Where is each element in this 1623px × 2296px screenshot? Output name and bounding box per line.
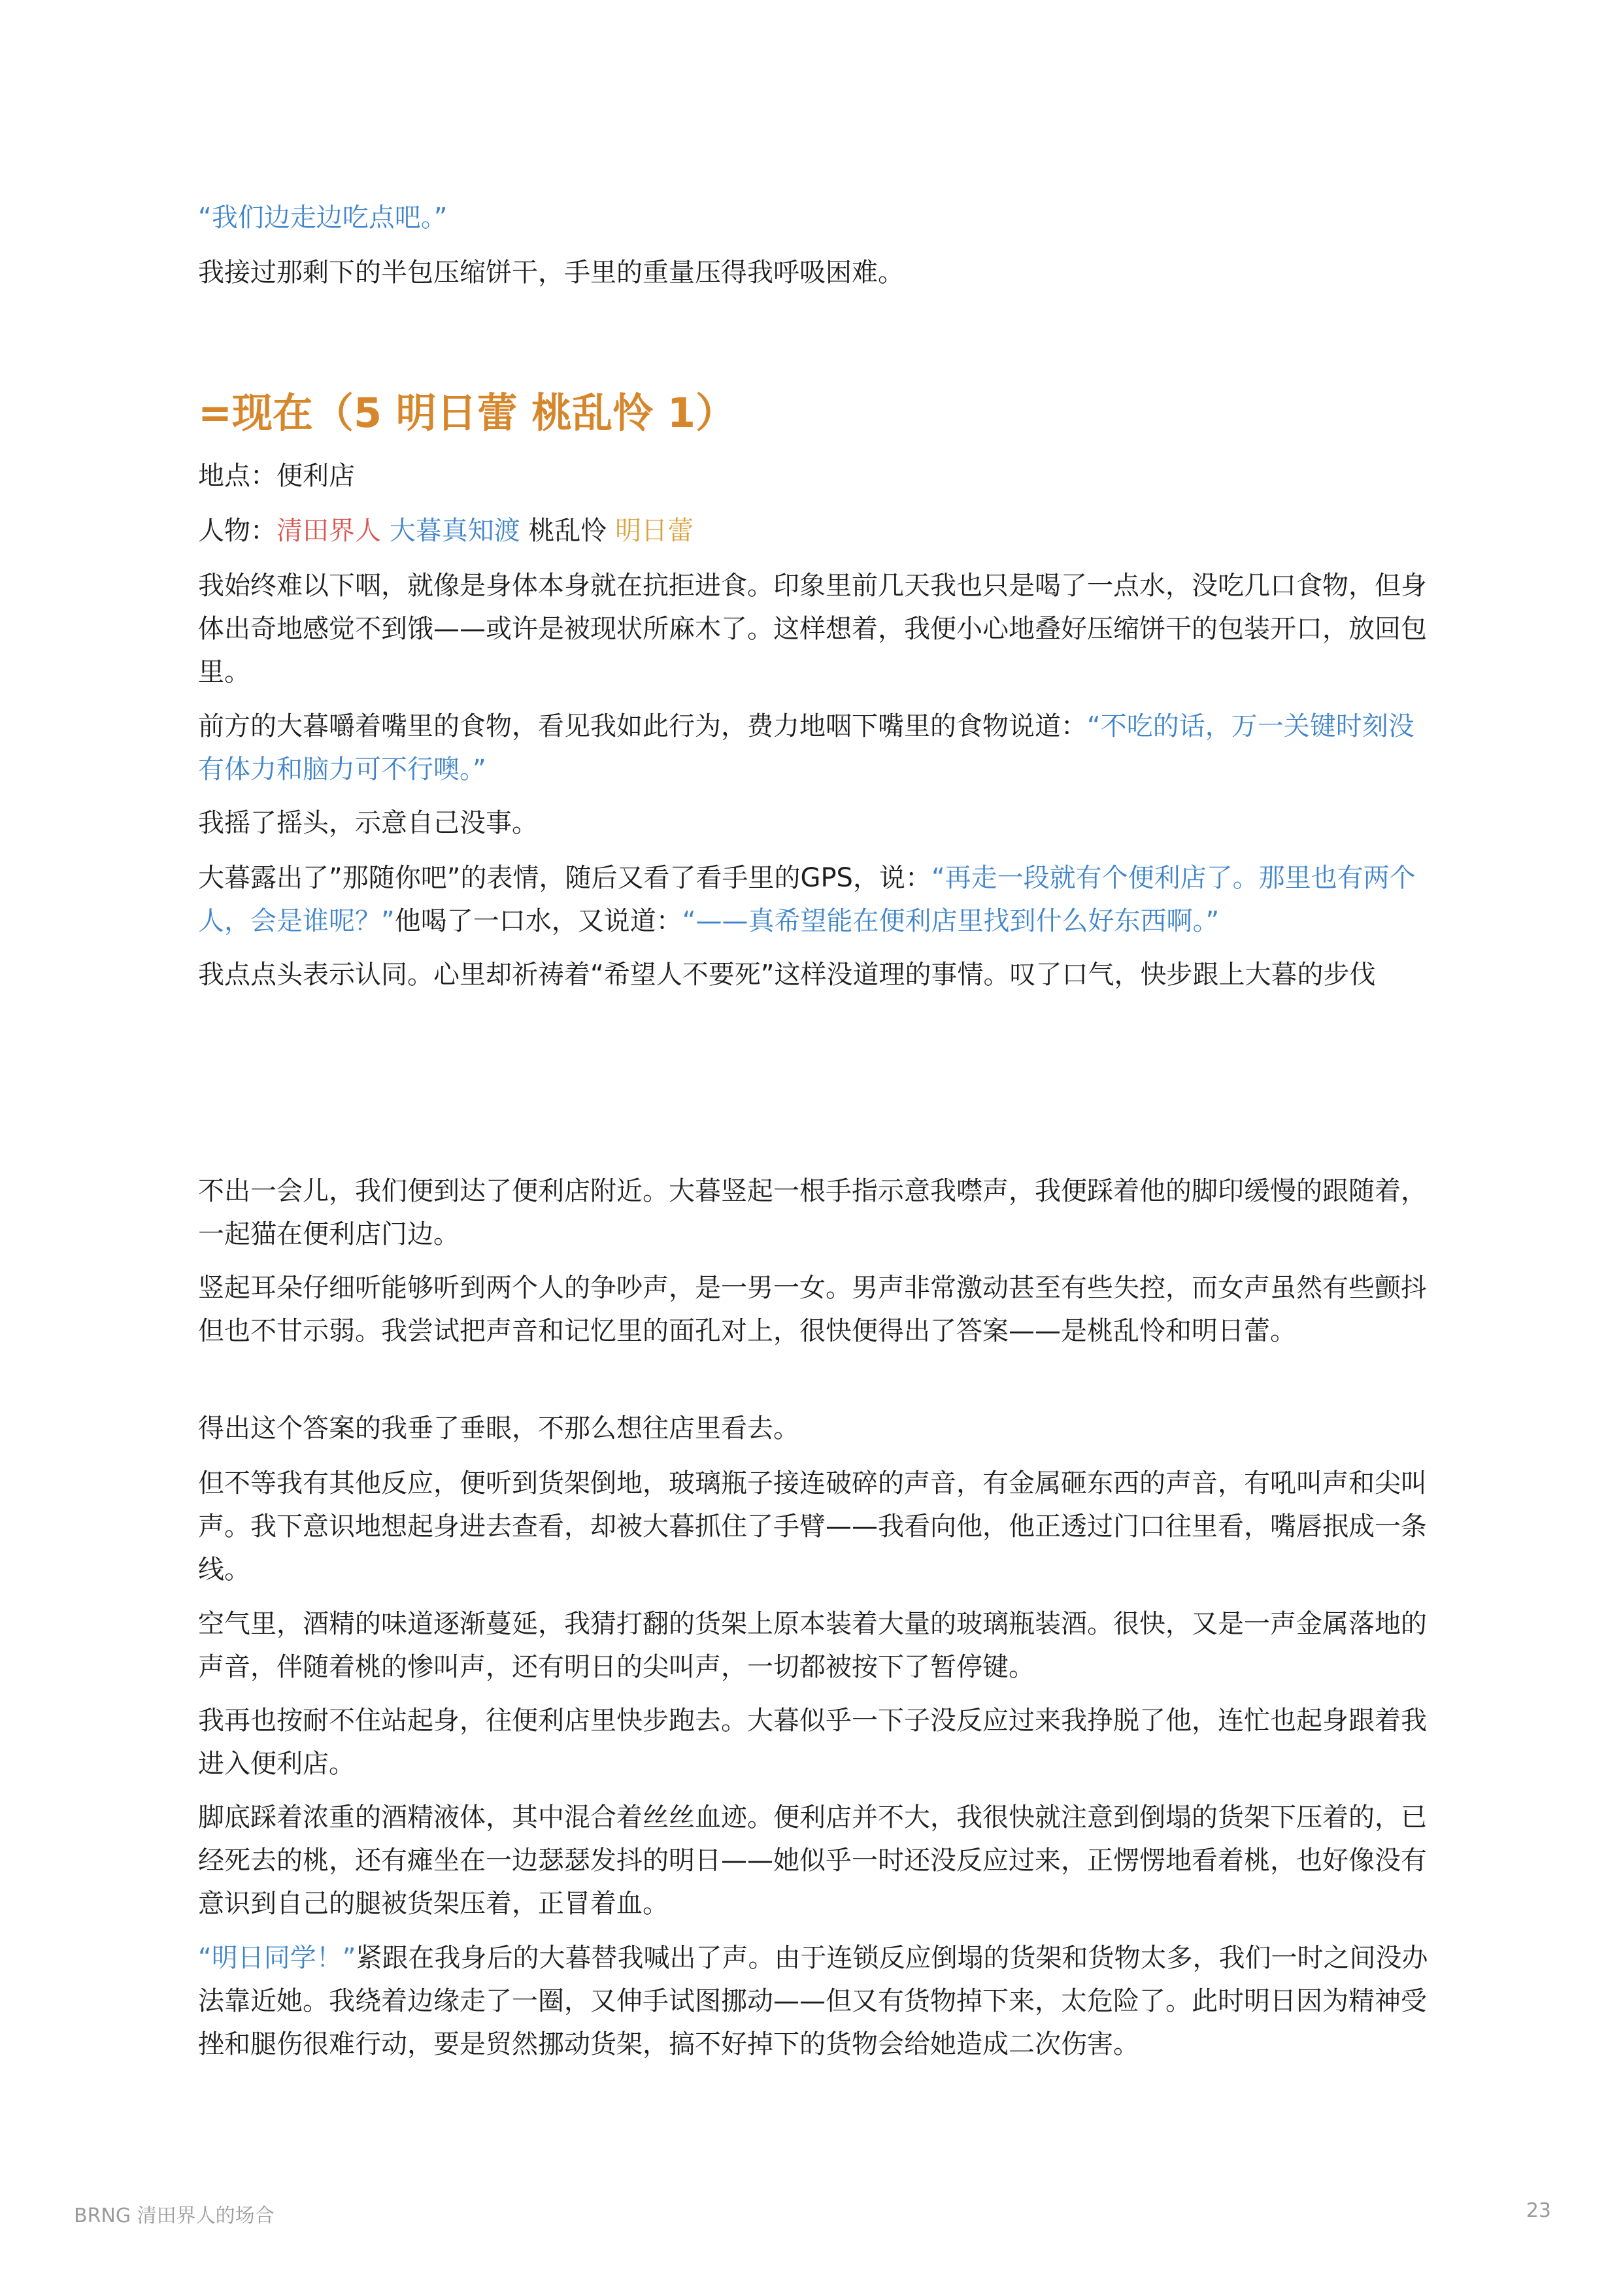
character-asuka: 明日蕾 — [615, 516, 694, 546]
paragraph-8 — [198, 1170, 1440, 1256]
paragraph-4 — [198, 705, 1440, 791]
dialogue-text: “我们边走边吃点吧。” — [198, 203, 448, 233]
paragraph-text: 空气里，酒精的味道逐渐蔓延，我猜打翻的货架上原本装着大量的玻璃瓶装酒。很快，又是一声金属落地的声音，伴随着桃的惨叫声，还有明日的尖叫声，一切都被按下了暂停键。 — [198, 1609, 1427, 1682]
location-text: 地点：便利店 — [198, 461, 355, 491]
paragraph-text: 我再也按耐不住站起身，往便利店里快步跑去。大暮似乎一下子没反应过来我挣脱了他，连忙也起身跟着我进入便利店。 — [198, 1706, 1427, 1779]
character-ogure: 大暮真知渡 — [389, 516, 520, 546]
dialogue-text: “明日同学！” — [198, 1943, 356, 1973]
section-heading-block — [198, 387, 1440, 439]
narration-text: 前方的大暮嚼着嘴里的食物，看见我如此行为，费力地咽下嘴里的食物说道： — [198, 711, 1087, 741]
paragraph-text: 我摇了摇头，示意自己没事。 — [198, 808, 538, 838]
footer-title: BRNG 清田界人的场合 — [74, 2204, 275, 2227]
section-heading: =现在（5 明日蕾 桃乱怜 1） — [198, 389, 736, 437]
paragraph-text: 不出一会儿，我们便到达了便利店附近。大暮竖起一根手指示意我噤声，我便踩着他的脚印缓慢的跟随着，一起猫在便利店门边。 — [198, 1176, 1427, 1249]
paragraph-text: 脚底踩着浓重的酒精液体，其中混合着丝丝血迹。便利店并不大，我很快就注意到倒塌的货架下压着的，已经死去的桃，还有瘫坐在一边瑟瑟发抖的明日——她似乎一时还没反应过来，正愣愣地看着桃，也好像没有意识到自己的腿被货架压着，正冒着血。 — [198, 1802, 1427, 1919]
page-number: 23 — [1526, 2199, 1551, 2222]
paragraph-text: 得出这个答案的我垂了垂眼，不那么想往店里看去。 — [198, 1413, 799, 1443]
characters-label: 人物： — [198, 516, 276, 546]
paragraph-text: 我接过那剩下的半包压缩饼干，手里的重量压得我呼吸困难。 — [198, 258, 904, 288]
paragraph-text: 我点点头表示认同。心里却祈祷着“希望人不要死”这样没道理的事情。叹了口气，快步跟上大暮的步伐 — [198, 960, 1376, 990]
paragraph-9 — [198, 1266, 1440, 1353]
paragraph-11 — [198, 1462, 1440, 1591]
paragraph-2 — [198, 251, 1440, 294]
paragraph-dialogue-1 — [198, 196, 1440, 239]
paragraph-7 — [198, 953, 1440, 996]
paragraph-15 — [198, 1936, 1440, 2066]
narration-text: 他喝了一口水，又说道： — [394, 906, 682, 936]
character-kiyota: 清田界人 — [276, 516, 381, 546]
dialogue-text: “再走一段就有个便利店了。那里也有两个人，会是谁呢？” — [198, 863, 1416, 936]
paragraph-5 — [198, 802, 1440, 845]
paragraph-text: 但不等我有其他反应，便听到货架倒地，玻璃瓶子接连破碎的声音，有金属砸东西的声音，有吼叫声和尖叫声。我下意识地想起身进去查看，却被大暮抓住了手臂——我看向他，他正透过门口往里看，嘴唇抿成一条线。 — [198, 1468, 1427, 1585]
narration-text: 紧跟在我身后的大暮替我喊出了声。由于连锁反应倒塌的货架和货物太多，我们一时之间没办法靠近她。我绕着边缘走了一圈，又伸手试图挪动——但又有货物掉下来，太危险了。此时明日因为精神受挫和腿伤很难行动，要是贸然挪动货架，搞不好掉下的货物会给她造成二次伤害。 — [198, 1943, 1428, 2059]
paragraph-12 — [198, 1602, 1440, 1689]
paragraph-13 — [198, 1699, 1440, 1785]
characters-line — [198, 509, 1440, 552]
paragraph-6 — [198, 856, 1440, 943]
narration-text: 大暮露出了”那随你吧”的表情，随后又看了看手里的GPS，说： — [198, 863, 931, 893]
paragraph-text: 我始终难以下咽，就像是身体本身就在抗拒进食。印象里前几天我也只是喝了一点水，没吃几口食物，但身体出奇地感觉不到饿——或许是被现状所麻木了。这样想着，我便小心地叠好压缩饼干的包装开口，放回包里。 — [198, 571, 1427, 687]
paragraph-14 — [198, 1796, 1440, 1925]
dialogue-text: “不吃的话，万一关键时刻没有体力和脑力可不行噢。” — [198, 711, 1414, 785]
dialogue-text: “——真希望能在便利店里找到什么好东西啊。” — [682, 906, 1220, 936]
paragraph-10 — [198, 1407, 1440, 1450]
location-line — [198, 454, 1440, 498]
paragraph-text: 竖起耳朵仔细听能够听到两个人的争吵声，是一男一女。男声非常激动甚至有些失控，而女声虽然有些颤抖但也不甘示弱。我尝试把声音和记忆里的面孔对上，很快便得出了答案——是桃乱怜和明日蕾。 — [198, 1273, 1427, 1346]
paragraph-3 — [198, 564, 1440, 694]
character-momo: 桃乱怜 — [528, 516, 607, 546]
